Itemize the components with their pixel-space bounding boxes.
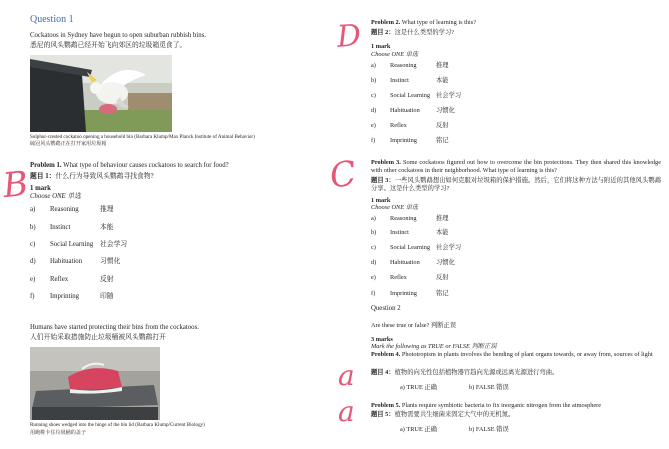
problem1-option-c [30,241,127,249]
handwritten-answer-problem5: a [338,395,355,428]
problem5-label-zh: 题目 5： [371,411,395,418]
problem3-title-en [371,159,661,175]
bin-shape [30,65,86,132]
option-label-en: Imprinting [390,290,417,297]
handwritten-answer-problem4: a [338,359,355,392]
pink-object [99,104,117,114]
problem5-option-true: a) TRUE 正确 [400,426,437,433]
option-letter: b) [371,77,377,84]
option-label-zh: 铭记 [436,290,449,297]
problem3-option-f [371,290,449,298]
cockatoo-bin-photo [30,55,172,132]
question-2-marks: 3 marks [371,336,393,343]
photo1-caption-en: Sulphur-crested cockatoo opening a household bin (Barbara Klump/Max Planck Institute of Animal Behavior) [30,134,255,140]
problem4-option-true: a) TRUE 正确 [400,384,437,391]
option-letter: c) [371,244,376,251]
intro-text-en: Cockatoos in Sydney have begun to open suburban rubbish bins. [30,32,206,39]
option-letter: f) [371,137,376,144]
problem2-question-zh: 这是什么类型的学习? [394,29,455,36]
option-label-zh: 本能 [100,224,114,231]
option-letter: e) [371,274,376,281]
problem2-marks: 1 mark [371,43,391,50]
problem5-text-zh: 植物需要共生细菌来固定大气中的无机氮。 [394,411,515,418]
problem4-label-en: Problem 4. [371,351,401,358]
problem5-statement-en [371,402,601,410]
problem3-option-c [371,244,461,252]
option-letter: d) [30,258,36,265]
question-2-heading: Question 2 [371,305,401,312]
problem1-label-zh: 题目 1： [30,173,56,180]
problem2-option-e [371,122,449,130]
problem3-label-zh: 题目 3： [371,177,395,184]
problem4-text-en: Phototropism in plants involves the bending of plant organs towards, or away from, sources of light [401,351,653,358]
problem2-title-en [371,19,476,27]
problem1-question-zh: 什么行为导致风头鹦鹉寻找食物? [55,173,154,180]
problem2-option-b [371,77,449,85]
problem3-option-b [371,229,449,237]
photo2-caption-zh: 用跑鞋卡住垃圾桶的盖子 [30,430,87,436]
option-label-en: Reasoning [50,206,79,213]
problem5-text-en: Plants require symbiotic bacteria to fix inorganic nitrogen from the atmosphere [401,402,602,409]
option-label-en: Habituation [50,258,83,265]
problem1-option-a [30,206,114,214]
option-label-zh: 推理 [100,206,114,213]
option-letter: a) [371,62,376,69]
option-label-en: Habituation [390,259,420,266]
problem1-instruction: Choose ONE 单选 [30,193,81,200]
question-2-instruction: Mark the following as TRUE or FALSE 判断正误 [371,343,497,350]
problem2-option-f [371,137,449,145]
option-letter: d) [371,107,377,114]
problem3-title-zh [371,177,661,193]
question-1-heading: Question 1 [30,14,74,25]
problem4-true-false-options [400,384,509,392]
shoe-bin-photo [30,347,160,420]
option-label-zh: 铭记 [436,137,449,144]
problem2-option-a [371,62,449,70]
option-label-zh: 反射 [436,122,449,129]
option-label-en: Social Learning [390,244,431,251]
option-label-zh: 社会学习 [436,92,462,99]
problem5-option-false: b) FALSE 错误 [469,426,509,433]
option-label-en: Instinct [50,224,71,231]
option-label-en: Social Learning [390,92,431,99]
problem4-statement-en [371,351,661,359]
section2-text-zh: 人们开始采取措施防止垃圾桶被风头鹦鹉打开 [30,334,166,341]
option-label-en: Social Learning [50,241,94,248]
problem3-question-en: Some cockatoos figured out how to overcome the bin protections. They then shared this knowledge with other cockatoos in their neighborhood. What type of learning is this? [371,159,662,174]
photo2-caption-en: Running shoes wedged into the hinge of the bin lid (Barbara Klump/Current Biology) [30,422,205,428]
problem3-option-a [371,215,449,223]
option-label-zh: 反射 [100,276,114,283]
problem1-option-f [30,293,114,301]
problem1-option-d [30,258,120,266]
problem2-instruction: Choose ONE 单选 [371,51,419,58]
option-label-en: Reflex [50,276,69,283]
problem4-statement-zh [371,369,558,377]
problem3-instruction: Choose ONE 单选 [371,204,419,211]
problem1-label-en: Problem 1. [30,162,62,169]
option-letter: c) [30,241,36,248]
bin-shape [32,407,158,420]
handwritten-answer-problem1: B [0,163,31,207]
option-letter: f) [371,290,376,297]
option-label-en: Instinct [390,229,409,236]
problem3-question-zh: 一些风头鹦鹉想出如何克服对垃圾箱的保护措施。然后，它们将这种方法与附近的其他风头鹦鹉分享。这是什么类型的学习? [371,177,661,192]
option-label-en: Imprinting [390,137,417,144]
problem1-option-b [30,224,114,232]
option-label-en: Reflex [390,122,407,129]
problem3-option-e [371,274,449,282]
option-letter: f) [30,293,35,300]
question-2-subtitle: Are these true or false? 判断正误 [371,322,457,329]
problem4-label-zh: 题目 4： [371,369,395,376]
handwritten-answer-problem2: D [335,18,363,55]
problem3-option-d [371,259,455,267]
option-label-en: Reflex [390,274,407,281]
option-letter: a) [371,215,376,222]
problem2-label-en: Problem 2. [371,19,401,26]
problem4-option-false: b) FALSE 错误 [469,384,509,391]
option-letter: a) [30,206,36,213]
option-label-zh: 习惯化 [100,258,121,265]
problem2-option-c [371,92,461,100]
option-letter: b) [371,229,377,236]
option-label-zh: 反射 [436,274,449,281]
option-label-zh: 推理 [436,62,449,69]
option-label-zh: 社会学习 [436,244,462,251]
problem5-true-false-options [400,426,509,434]
option-label-en: Imprinting [50,293,80,300]
section2-text-en: Humans have started protecting their bins from the cockatoos. [30,324,199,331]
problem1-question-en: What type of behaviour causes cockatoos to search for food? [63,162,229,169]
option-letter: b) [30,224,36,231]
option-label-en: Instinct [390,77,409,84]
intro-text-zh: 悉尼的风头鹦鹉已经开始飞向郊区的垃圾箱觅食了。 [30,42,187,49]
option-label-en: Habituation [390,107,420,114]
option-label-zh: 习惯化 [436,107,455,114]
problem2-title-zh [371,29,454,37]
photo-wall [30,347,160,371]
problem2-question-en: What type of learning is this? [401,19,477,26]
problem5-label-en: Problem 5. [371,402,401,409]
problem3-label-en: Problem 3. [371,159,401,166]
problem2-option-d [371,107,455,115]
problem1-title-zh [30,173,154,181]
problem2-label-zh: 题目 2： [371,29,395,36]
photo1-caption-zh: 硫冠风头鹦鹉正在打开家用垃圾箱 [30,141,107,147]
option-label-zh: 本能 [436,77,449,84]
option-label-zh: 推理 [436,215,449,222]
option-label-en: Reasoning [390,62,417,69]
problem4-text-zh: 植物的向光性包括植物器官趋向光源或远离光源进行弯曲。 [394,369,559,376]
problem5-statement-zh [371,411,514,419]
problem1-marks: 1 mark [30,185,51,192]
problem3-marks: 1 mark [371,197,391,204]
option-label-en: Reasoning [390,215,417,222]
option-label-zh: 习惯化 [436,259,455,266]
handwritten-answer-problem3: C [327,153,359,197]
option-letter: e) [371,122,376,129]
option-letter: c) [371,92,376,99]
option-letter: d) [371,259,377,266]
option-label-zh: 社会学习 [100,241,128,248]
option-label-zh: 印随 [100,293,114,300]
problem1-title-en [30,162,229,170]
problem1-option-e [30,276,114,284]
option-label-zh: 本能 [436,229,449,236]
option-letter: e) [30,276,36,283]
